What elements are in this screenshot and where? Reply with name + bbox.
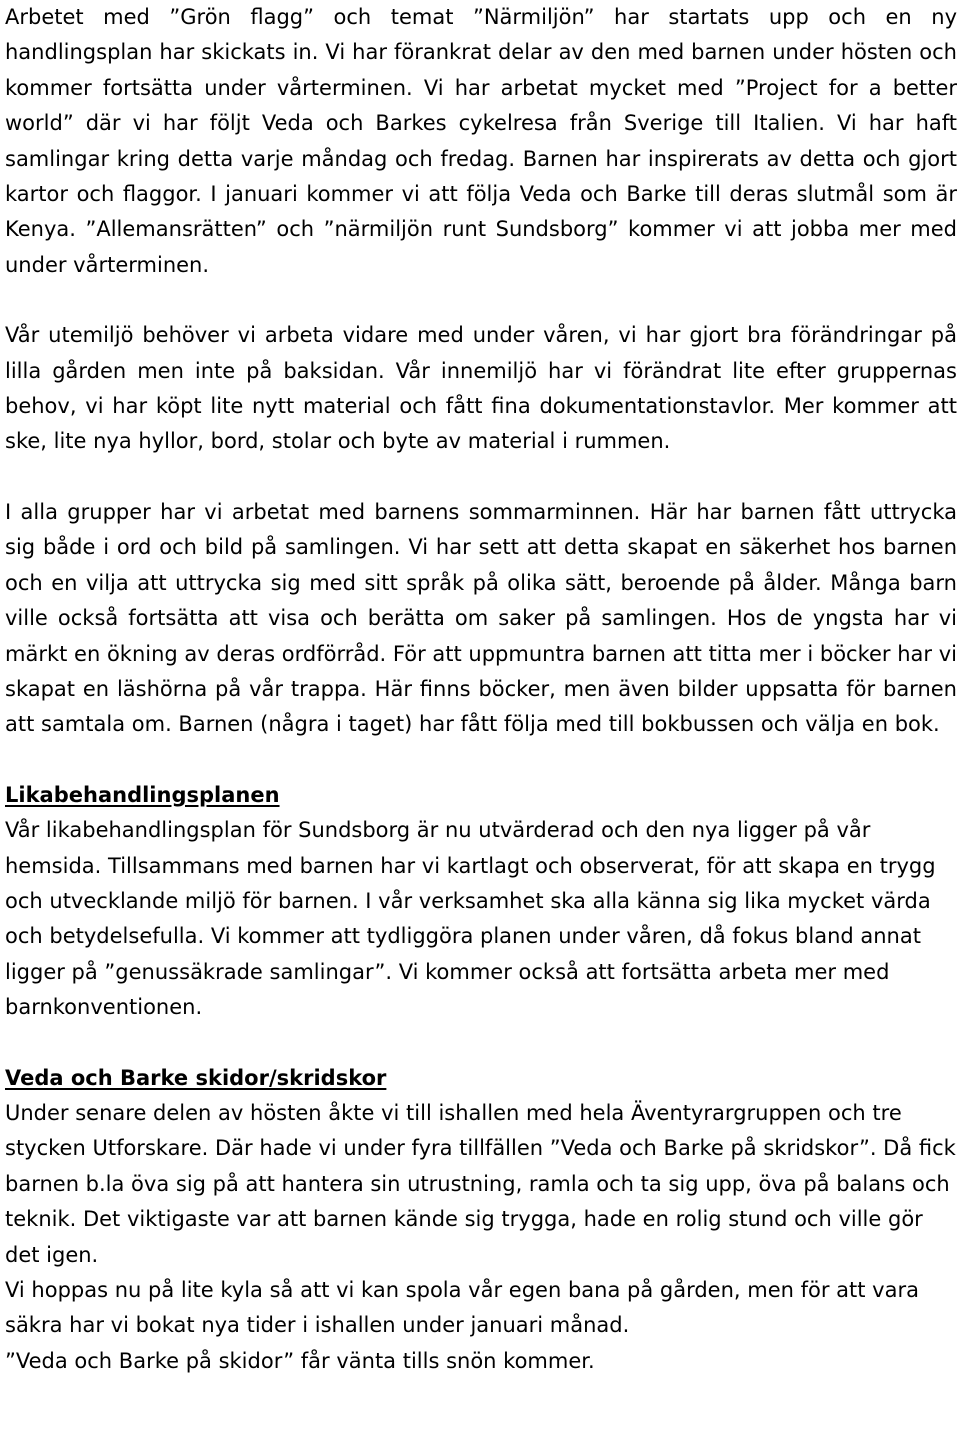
paragraph-gap (5, 743, 957, 778)
heading-veda-och-barke: Veda och Barke skidor/skridskor (5, 1065, 387, 1090)
paragraph-sommarminnen: I alla grupper har vi arbetat med barnens sommarminnen. Här har barnen fått uttrycka sig både i ord och bild på samlingen. Vi har sett att detta skapat en säkerhet hos barnen och en vilja att uttrycka sig med sitt språk på olika sätt, beroende på ålder. Många barn ville också fortsätta att visa och berätta om saker på samlingen. Hos de yngsta har vi märkt en ökning av deras ordförråd. För att uppmuntra barnen att titta mer i böcker har vi skapat en läshörna på vår trappa. Här finns böcker, men även bilder uppsatta för barnen att samtala om. Barnen (några i taget) har fått följa med till bokbussen och välja en bok. (5, 499, 957, 737)
paragraph-gron-flagg: Arbetet med ”Grön flagg” och temat ”Närmiljön” har startats upp och en ny handlingsplan har skickats in. Vi har förankrat delar av den med barnen under hösten och kommer fortsätta under vårterminen. Vi har arbetat mycket med ”Project for a better world” där vi har följt Veda och Barkes cykelresa från Sverige till Italien. Vi har haft samlingar kring detta varje måndag och fredag. Barnen har inspirerats av detta och gjort kartor och flaggor. I januari kommer vi att följa Veda och Barke till deras slutmål som är Kenya. ”Allemansrätten” och ”närmiljön runt Sundsborg” kommer vi att jobba mer med under vårterminen. (5, 5, 957, 277)
heading-likabehandlingsplanen: Likabehandlingsplanen (5, 782, 280, 807)
paragraph-gap (5, 460, 957, 495)
paragraph-gap (5, 1026, 957, 1061)
paragraph-ishallen: Under senare delen av hösten åkte vi till ishallen med hela Äventyrargruppen och tre stycken Utforskare. Där hade vi under fyra tillfällen ”Veda och Barke på skridskor”. Då fick barnen b.la öva sig på att hantera sin utrustning, ramla och ta sig upp, öva på balans och teknik. Det viktigaste var att barnen kände sig trygga, hade en rolig stund och ville gör det igen. (5, 1100, 956, 1267)
paragraph-skidor: ”Veda och Barke på skidor” får vänta tills snön kommer. (5, 1348, 595, 1373)
paragraph-likabehandlingsplan: Vår likabehandlingsplan för Sundsborg är nu utvärderad och den nya ligger på vår hemsida. Tillsammans med barnen har vi kartlagt och observerat, för att skapa en trygg och utvecklande miljö för barnen. I vår verksamhet ska alla känna sig lika mycket värda och betydelsefulla. Vi kommer att tydliggöra planen under våren, då fokus bland annat ligger på ”genussäkrade samlingar”. Vi kommer också att fortsätta arbeta mer med barnkonventionen. (5, 818, 936, 1020)
paragraph-kyla: Vi hoppas nu på lite kyla så att vi kan spola vår egen bana på gården, men för att vara säkra har vi bokat nya tider i ishallen under januari månad. (5, 1278, 919, 1338)
document-page (5, 0, 957, 1438)
paragraph-utemiljo: Vår utemiljö behöver vi arbeta vidare med under våren, vi har gjort bra förändringar på lilla gården men inte på baksidan. Vår innemiljö har vi förändrat lite efter gruppernas behov, vi har köpt lite nytt material och fått fina dokumentationstavlor. Mer kommer att ske, lite nya hyllor, bord, stolar och byte av material i rummen. (5, 323, 957, 454)
paragraph-gap (5, 283, 957, 318)
